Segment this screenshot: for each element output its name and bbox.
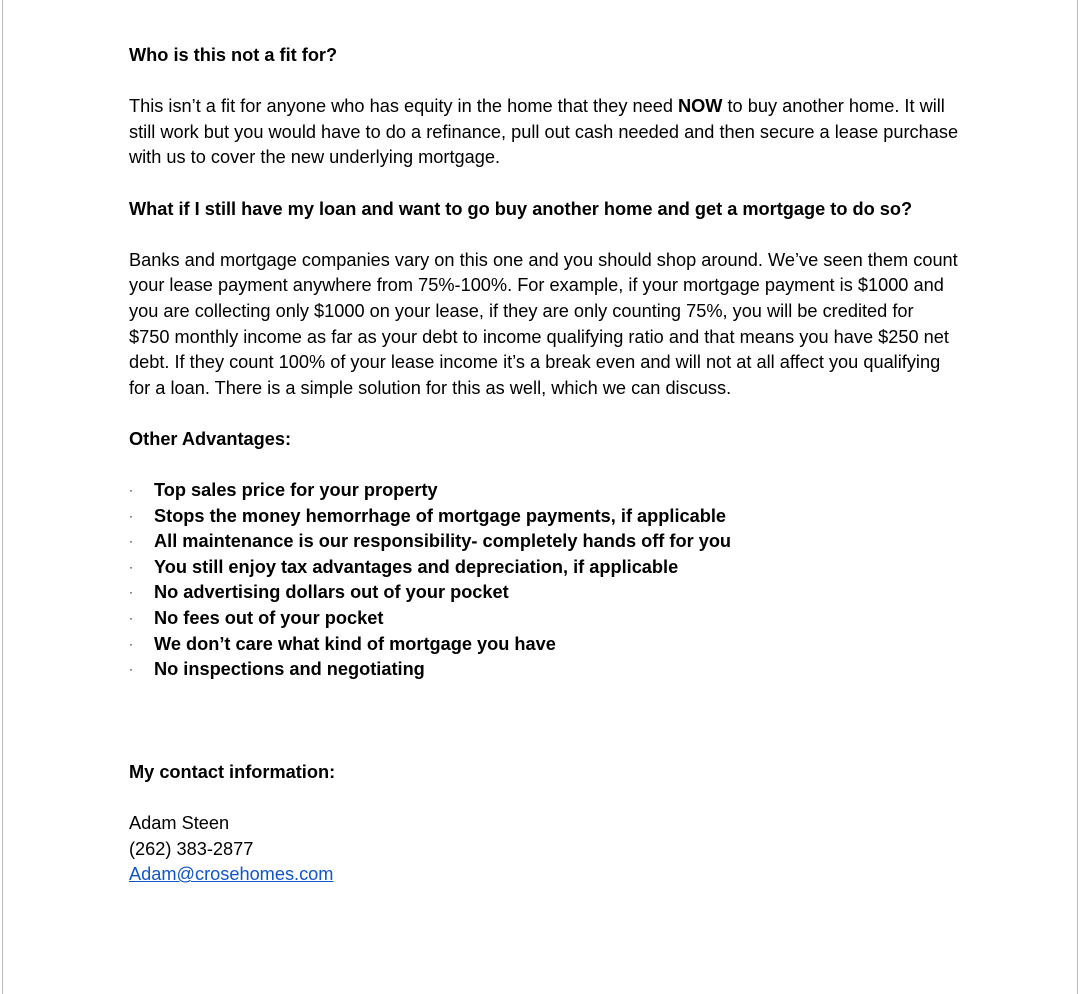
bullet-icon: · xyxy=(129,534,133,549)
list-item-text: You still enjoy tax advantages and depreciation, if applicable xyxy=(154,556,679,577)
contact-name: Adam Steen xyxy=(129,813,230,834)
faq-question-1: Who is this not a fit for? xyxy=(129,45,338,65)
list-item xyxy=(129,504,959,530)
spacer xyxy=(129,683,959,760)
list-item-text: No fees out of your pocket xyxy=(154,608,384,629)
list-item-text: Stops the money hemorrhage of mortgage payments, if applicable xyxy=(154,505,727,526)
faq-answer-1 xyxy=(129,94,959,171)
bullet-icon: · xyxy=(129,662,133,677)
list-item xyxy=(129,478,959,504)
list-item xyxy=(129,657,959,683)
faq-answer-1-part-2: to buy another home. It will still work but you would have to do a refinance, pull out cash needed and then secure a lease purchase with us to cover the new underlying mortgage. xyxy=(129,96,959,168)
spacer xyxy=(129,69,959,95)
list-item xyxy=(129,555,959,581)
bullet-icon: · xyxy=(129,611,133,626)
spacer xyxy=(129,171,959,197)
advantages-list xyxy=(129,478,959,683)
contact-email-link[interactable]: Adam@crosehomes.com xyxy=(129,864,334,885)
contact-heading: My contact information: xyxy=(129,761,336,782)
bullet-icon: · xyxy=(129,585,133,600)
list-item-text: Top sales price for your property xyxy=(154,480,438,501)
faq-answer-1-part-1: This isn’t a fit for anyone who has equity in the home that they need xyxy=(129,96,678,117)
spacer xyxy=(129,401,959,427)
bullet-icon: · xyxy=(129,508,133,523)
contact-phone: (262) 383-2877 xyxy=(129,838,254,859)
bullet-icon: · xyxy=(129,636,133,651)
list-item-text: We don’t care what kind of mortgage you have xyxy=(154,633,556,654)
document-content xyxy=(129,43,959,888)
document-page xyxy=(2,0,1078,994)
spacer xyxy=(129,785,959,811)
list-item-text: All maintenance is our responsibility- completely hands off for you xyxy=(154,531,732,552)
list-item xyxy=(129,529,959,555)
bullet-icon: · xyxy=(129,559,133,574)
list-item xyxy=(129,632,959,658)
spacer xyxy=(129,222,959,248)
list-item-text: No advertising dollars out of your pocket xyxy=(154,582,509,603)
faq-answer-2: Banks and mortgage companies vary on this one and you should shop around. We’ve seen them count your lease payment anywhere from 75%-100%. For example, if your mortgage payment is $1000 and you are collecting only $1000 on your lease, if they are only counting 75%, you will be credited for $750 monthly income as far as your debt to income qualifying ratio and that means you have $250 net debt. If they count 100% of your lease income it’s a break even and will not at all affect you qualifying for a loan. There is a simple solution for this as well, which we can discuss. xyxy=(129,249,958,398)
faq-question-2: What if I still have my loan and want to go buy another home and get a mortgage to do so? xyxy=(129,198,913,219)
bullet-icon: · xyxy=(129,483,133,498)
faq-answer-1-emphasis: NOW xyxy=(677,96,723,117)
advantages-heading: Other Advantages: xyxy=(129,428,292,449)
spacer xyxy=(129,453,959,479)
list-item-text: No inspections and negotiating xyxy=(154,659,425,680)
list-item xyxy=(129,606,959,632)
list-item xyxy=(129,580,959,606)
